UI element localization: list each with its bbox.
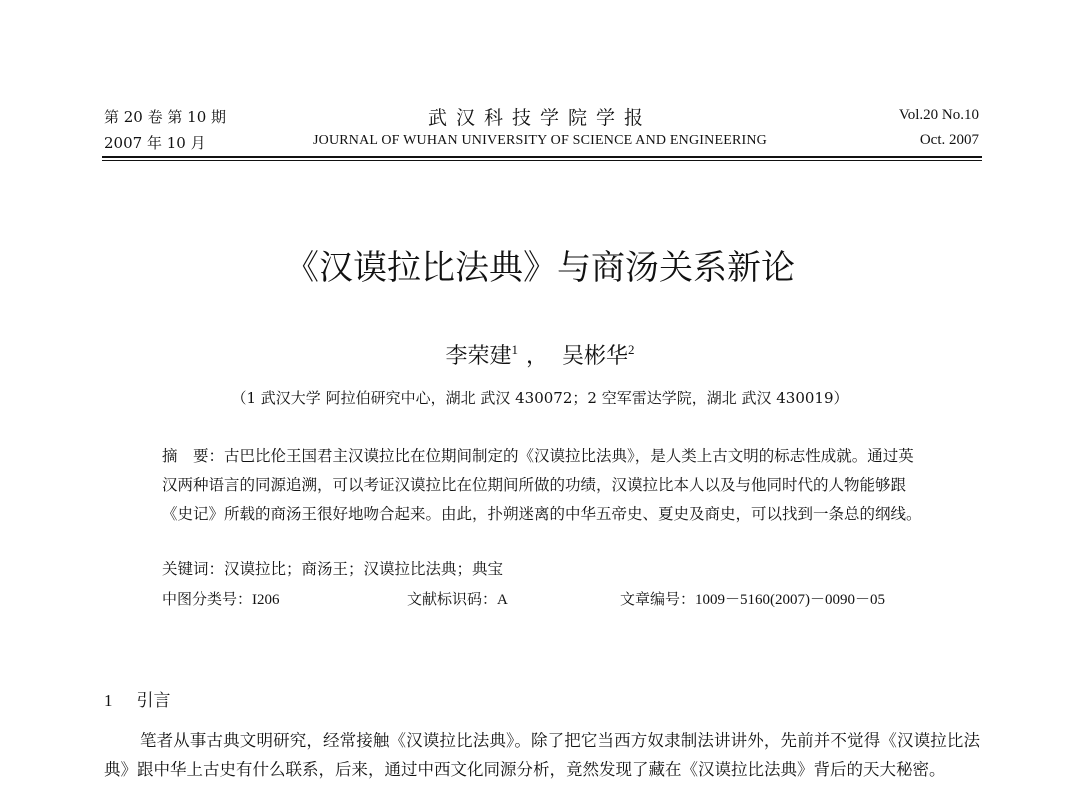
journal-name-en: JOURNAL OF WUHAN UNIVERSITY OF SCIENCE AND ENGINEERING [313,133,767,148]
clc-label: 中图分类号： [162,590,253,608]
journal-date: 2007 年 10 月 [104,134,206,152]
article-number [620,588,885,609]
header-rule-thin [102,160,982,161]
author-affil-mark: 1 [511,342,518,357]
doc-label: 文献标识码： [407,590,498,608]
article-value: 1009－5160(2007)－0090－05 [695,592,886,608]
paper-title: 《汉谟拉比法典》与商汤关系新论 [285,248,795,288]
clc-value: I206 [252,592,280,608]
abstract [162,442,922,529]
author-separator: ， [525,344,548,369]
affiliations: （1 武汉大学 阿拉伯研究中心，湖北 武汉 430072；2 空军雷达学院，湖北 武汉 430019） [231,389,849,407]
section-number: 1 [104,691,113,710]
keywords-label: 关键词： [162,560,225,578]
journal-volume-en: Vol.20 No.10 [898,107,979,123]
keywords-text: 汉谟拉比；商汤王；汉谟拉比法典；典宝 [224,560,504,578]
keywords [162,557,503,579]
section-heading [104,686,171,711]
article-label: 文章编号： [620,590,696,608]
journal-volume-issue: 第 20 卷 第 10 期 [104,108,227,126]
author-affil-mark: 2 [628,342,635,357]
abstract-label: 摘 要： [162,447,225,465]
journal-date-en: Oct. 2007 [919,132,979,148]
doc-value: A [497,592,508,608]
author-name: 吴彬华 [562,344,629,369]
author-name: 李荣建 [445,344,512,369]
header-rule-thick [102,156,982,158]
document-code [407,588,508,609]
journal-name-cn: 武汉科技学院学报 [427,107,652,129]
body-paragraph: 笔者从事古典文明研究，经常接触《汉谟拉比法典》。除了把它当西方奴隶制法讲讲外，先前并不觉得《汉谟拉比法典》跟中华上古史有什么联系，后来，通过中西文化同源分析，竟然发现了藏在《汉谟拉比法典》背后的天大秘密。 [104,731,980,779]
abstract-text: 古巴比伦王国君主汉谟拉比在位期间制定的《汉谟拉比法典》，是人类上古文明的标志性成就。通过英汉两种语言的同源追溯，可以考证汉谟拉比在位期间所做的功绩，汉谟拉比本人以及与他同时代的人物能够跟《史记》所载的商汤王很好地吻合起来。由此，扑朔迷离的中华五帝史、夏史及商史，可以找到一条总的纲线。 [162,447,922,523]
section-title: 引言 [136,691,171,711]
author-line [0,339,1080,370]
clc-number [162,588,280,609]
